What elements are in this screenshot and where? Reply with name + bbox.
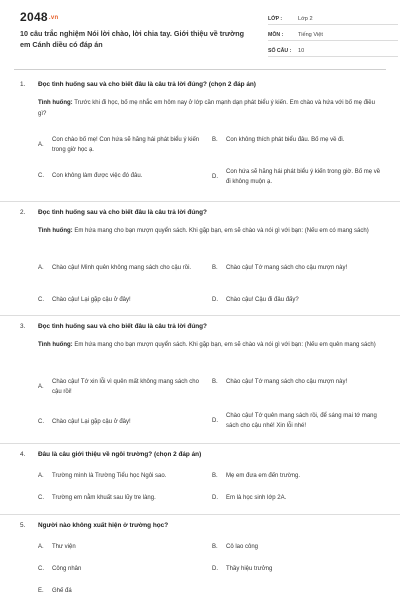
option-letter: E.	[38, 588, 44, 594]
option-letter: C.	[38, 566, 44, 572]
option-text: Chào cậu! Tớ mang sách cho cậu mượn này!	[226, 379, 348, 385]
question-text: Đọc tình huống sau và cho biết đâu là câu trả lời đúng?	[38, 209, 207, 216]
option-text: Chào cậu! Tớ quên mang sách rồi, để sáng mai tớ mang sách cho cậu nhé! Xin lỗi nhé!	[226, 413, 377, 429]
option-letter: D.	[212, 173, 218, 180]
question-4	[20, 450, 382, 512]
question-number: 1.	[20, 81, 26, 88]
site-logo[interactable]	[20, 10, 58, 24]
option-text: Cô lao công	[226, 544, 259, 550]
option-text: Chào cậu! Tớ mang sách cho cậu mượn này!	[226, 265, 348, 271]
option-letter: A.	[38, 544, 44, 550]
info-row-class	[268, 11, 398, 25]
option-text: Con không thích phát biểu đâu. Bố mẹ về đi.	[226, 137, 345, 143]
situation	[38, 226, 382, 237]
situation-label: Tình huống:	[38, 342, 73, 348]
option-text: Chào cậu! Lại gặp cậu ở đây!	[52, 297, 131, 303]
option-letter: A.	[38, 141, 44, 148]
option-text: Thư viện	[52, 544, 76, 550]
option-letter: B.	[212, 137, 218, 143]
info-panel	[268, 11, 398, 57]
question-1	[20, 80, 382, 200]
option-text: Chào cậu! Mình quên không mang sách cho cậu rồi.	[52, 265, 192, 271]
option-text: Con chào bố mẹ! Con hứa sẽ hăng hái phát biểu ý kiến trong giờ học ạ.	[52, 137, 200, 153]
option-text: Ghế đá	[52, 588, 72, 594]
question-number: 3.	[20, 323, 26, 330]
question-heading	[20, 450, 382, 459]
question-number: 4.	[20, 451, 26, 458]
info-label: SỐ CÂU :	[268, 48, 292, 54]
option-c[interactable]	[38, 418, 202, 428]
option-c[interactable]	[38, 296, 202, 306]
option-text: Trường em nằm khuất sau lũy tre làng.	[52, 495, 156, 501]
option-text: Em là học sinh lớp 2A.	[226, 495, 287, 501]
info-label: LỚP :	[268, 16, 283, 22]
option-a[interactable]	[38, 543, 202, 553]
option-d[interactable]	[212, 296, 384, 306]
option-a[interactable]	[38, 136, 202, 155]
option-text: Chào cậu! Lại gặp cậu ở đây!	[52, 419, 131, 425]
option-letter: B.	[212, 473, 218, 479]
situation-label: Tình huống:	[38, 228, 73, 234]
question-number: 5.	[20, 522, 26, 529]
question-2	[20, 208, 382, 312]
option-c[interactable]	[38, 565, 202, 575]
question-5	[20, 521, 382, 600]
option-c[interactable]	[38, 172, 202, 182]
option-b[interactable]	[212, 264, 384, 274]
option-d[interactable]	[212, 168, 384, 187]
option-letter: C.	[38, 495, 44, 501]
info-value: Lớp 2	[298, 16, 313, 22]
option-letter: C.	[38, 173, 44, 179]
question-text: Đọc tình huống sau và cho biết đâu là câu trả lời đúng?	[38, 323, 207, 330]
logo-number: 2048	[20, 10, 48, 24]
option-text: Công nhân	[52, 566, 82, 572]
situation-label: Tình huống:	[38, 100, 73, 106]
option-text: Mẹ em đưa em đến trường.	[226, 473, 300, 479]
divider	[0, 201, 400, 202]
option-e[interactable]	[38, 587, 202, 597]
question-heading	[20, 322, 382, 331]
option-d[interactable]	[212, 412, 384, 431]
option-letter: B.	[212, 265, 218, 271]
page-header	[14, 0, 386, 70]
option-b[interactable]	[212, 136, 384, 146]
option-letter: D.	[212, 417, 218, 424]
logo-suffix: .vn	[48, 15, 59, 21]
option-text: Con không làm được việc đó đâu.	[52, 173, 143, 179]
divider	[0, 443, 400, 444]
option-d[interactable]	[212, 494, 384, 504]
option-letter: D.	[212, 297, 218, 303]
option-letter: A.	[38, 265, 44, 271]
option-text: Chào cậu! Cậu đi đâu đấy?	[226, 297, 299, 303]
option-letter: C.	[38, 419, 44, 425]
situation-text: Trước khi đi học, bố mẹ nhắc em hôm nay ở lớp cần mạnh dạn phát biểu ý kiến. Em chào và hứa với bố mẹ điều gì?	[38, 100, 375, 117]
option-a[interactable]	[38, 472, 202, 482]
option-a[interactable]	[38, 378, 202, 397]
situation-text: Em hứa mang cho bạn mượn quyển sách. Khi gặp bạn, em sẽ chào và nói gì với bạn: (Nếu em quên mang sách)	[72, 342, 376, 348]
option-letter: B.	[212, 379, 218, 385]
question-text: Đâu là câu giới thiệu về ngôi trường? (chọn 2 đáp án)	[38, 451, 202, 458]
option-b[interactable]	[212, 543, 384, 553]
option-text: Thầy hiệu trưởng	[226, 566, 273, 572]
option-b[interactable]	[212, 378, 384, 388]
situation	[38, 340, 382, 351]
question-number: 2.	[20, 209, 26, 216]
option-text: Chào cậu! Tớ xin lỗi vì quên mất không mang sách cho cậu rồi!	[52, 379, 199, 395]
info-row-subject	[268, 27, 398, 41]
question-text: Đọc tình huống sau và cho biết đâu là câu trả lời đúng? (chọn 2 đáp án)	[38, 81, 256, 88]
option-text: Con hứa sẽ hăng hái phát biểu ý kiến trong giờ. Bố mẹ về đi không muộn ạ.	[226, 169, 381, 185]
situation-text: Em hứa mang cho bạn mượn quyển sách. Khi gặp bạn, em sẽ chào và nói gì với bạn: (Nếu em có mang sách)	[72, 228, 369, 234]
document-title: 10 câu trắc nghiệm Nói lời chào, lời chia tay. Giới thiệu về trường em Cánh diều có đáp án	[20, 29, 245, 49]
question-heading	[20, 80, 382, 89]
question-heading	[20, 208, 382, 217]
option-letter: A.	[38, 383, 44, 390]
option-letter: B.	[212, 544, 218, 550]
question-heading	[20, 521, 382, 530]
divider	[0, 514, 400, 515]
option-letter: D.	[212, 566, 218, 572]
info-value: 10	[298, 48, 305, 54]
divider	[0, 315, 400, 316]
option-text: Trường mình là Trường Tiểu học Ngôi sao.	[52, 473, 167, 479]
question-text: Người nào không xuất hiện ở trường học?	[38, 522, 169, 529]
option-c[interactable]	[38, 494, 202, 504]
info-label: MÔN :	[268, 32, 284, 38]
option-b[interactable]	[212, 472, 384, 482]
option-letter: A.	[38, 473, 44, 479]
option-letter: D.	[212, 495, 218, 501]
situation	[38, 98, 382, 119]
option-d[interactable]	[212, 565, 384, 575]
option-a[interactable]	[38, 264, 202, 274]
info-row-count	[268, 43, 398, 57]
option-letter: C.	[38, 297, 44, 303]
question-3	[20, 322, 382, 442]
info-value: Tiếng Việt	[298, 32, 323, 38]
